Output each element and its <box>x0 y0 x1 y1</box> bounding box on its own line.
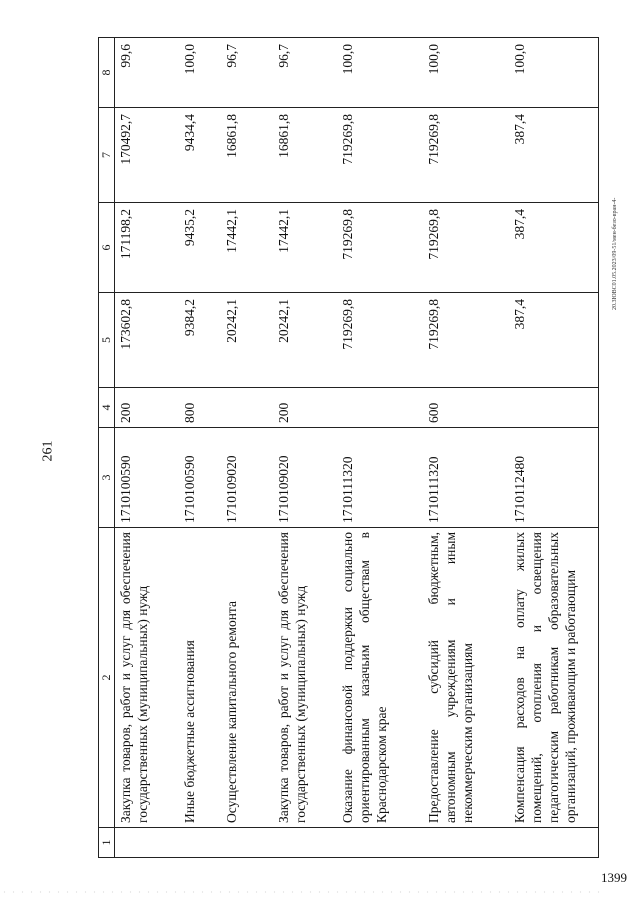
col-header-5: 5 <box>99 293 115 388</box>
row-index <box>337 828 423 858</box>
executed-amount: 387,4 <box>509 108 599 203</box>
execution-percent: 96,7 <box>221 38 273 108</box>
table-row <box>179 38 221 858</box>
col-header-1: 1 <box>99 828 115 858</box>
approved-amount: 719269,8 <box>423 293 509 388</box>
page-number: 261 <box>40 440 56 462</box>
approved-amount: 387,4 <box>509 293 599 388</box>
expense-name: Иные бюджетные ассигнования <box>179 528 221 828</box>
execution-percent: 100,0 <box>423 38 509 108</box>
expense-name: Закупка товаров, работ и услуг для обеспечения государственных (муниципальных) нужд <box>115 528 179 828</box>
target-article-code: 1710100590 <box>179 428 221 528</box>
table-row <box>337 38 423 858</box>
rotated-budget-table <box>98 38 598 858</box>
expense-type-code <box>221 388 273 428</box>
table-row <box>509 38 599 858</box>
expense-type-code <box>337 388 423 428</box>
approved-amount: 20242,1 <box>221 293 273 388</box>
approved-amount: 9384,2 <box>179 293 221 388</box>
target-article-code: 1710109020 <box>221 428 273 528</box>
col-header-4: 4 <box>99 388 115 428</box>
execution-percent: 99,6 <box>115 38 179 108</box>
execution-percent: 100,0 <box>337 38 423 108</box>
execution-percent: 100,0 <box>179 38 221 108</box>
refined-amount: 719269,8 <box>423 203 509 293</box>
refined-amount: 17442,1 <box>221 203 273 293</box>
row-index <box>273 828 337 858</box>
budget-table <box>98 37 599 858</box>
col-header-3: 3 <box>99 428 115 528</box>
target-article-code: 1710100590 <box>115 428 179 528</box>
refined-amount: 719269,8 <box>337 203 423 293</box>
expense-type-code: 600 <box>423 388 509 428</box>
col-header-6: 6 <box>99 203 115 293</box>
executed-amount: 719269,8 <box>337 108 423 203</box>
row-index <box>115 828 179 858</box>
table-row <box>115 38 179 858</box>
expense-type-code: 800 <box>179 388 221 428</box>
table-row <box>273 38 337 858</box>
refined-amount: 387,4 <box>509 203 599 293</box>
approved-amount: 173602,8 <box>115 293 179 388</box>
refined-amount: 9435,2 <box>179 203 221 293</box>
executed-amount: 16861,8 <box>273 108 337 203</box>
approved-amount: 719269,8 <box>337 293 423 388</box>
target-article-code: 1710112480 <box>509 428 599 528</box>
executed-amount: 16861,8 <box>221 108 273 203</box>
expense-name: Закупка товаров, работ и услуг для обеспечения государственных (муниципальных) нужд <box>273 528 337 828</box>
row-index <box>221 828 273 858</box>
target-article-code: 1710111320 <box>337 428 423 528</box>
col-header-7: 7 <box>99 108 115 203</box>
expense-type-code: 200 <box>273 388 337 428</box>
refined-amount: 17442,1 <box>273 203 337 293</box>
row-index <box>509 828 599 858</box>
expense-name: Оказание финансовой поддержки социально ориентированным казачьим обществам в Краснодарском крае <box>337 528 423 828</box>
execution-percent: 96,7 <box>273 38 337 108</box>
col-header-8: 8 <box>99 38 115 108</box>
target-article-code: 1710109020 <box>273 428 337 528</box>
footer-code: 20.3ЮВС01.05.2023/09-51/мен-безо-вран-4- <box>612 197 618 310</box>
executed-amount: 719269,8 <box>423 108 509 203</box>
expense-type-code <box>509 388 599 428</box>
expense-name: Осуществление капитального ремонта <box>221 528 273 828</box>
scan-artifact-dots <box>0 889 600 895</box>
table-row <box>221 38 273 858</box>
approved-amount: 20242,1 <box>273 293 337 388</box>
execution-percent: 100,0 <box>509 38 599 108</box>
column-number-row <box>99 38 115 858</box>
executed-amount: 170492,7 <box>115 108 179 203</box>
document-number: 1399 <box>601 870 627 885</box>
row-index <box>423 828 509 858</box>
row-index <box>179 828 221 858</box>
expense-name: Предоставление субсидий бюджетным, автономным учреждениям и иным некоммерческим организациям <box>423 528 509 828</box>
target-article-code: 1710111320 <box>423 428 509 528</box>
col-header-2: 2 <box>99 528 115 828</box>
refined-amount: 171198,2 <box>115 203 179 293</box>
expense-name: Компенсация расходов на оплату жилых помещений, отопления и освещения педагогическим работникам образовательных организаций, проживающим и работающим <box>509 528 599 828</box>
expense-type-code: 200 <box>115 388 179 428</box>
table-row <box>423 38 509 858</box>
executed-amount: 9434,4 <box>179 108 221 203</box>
